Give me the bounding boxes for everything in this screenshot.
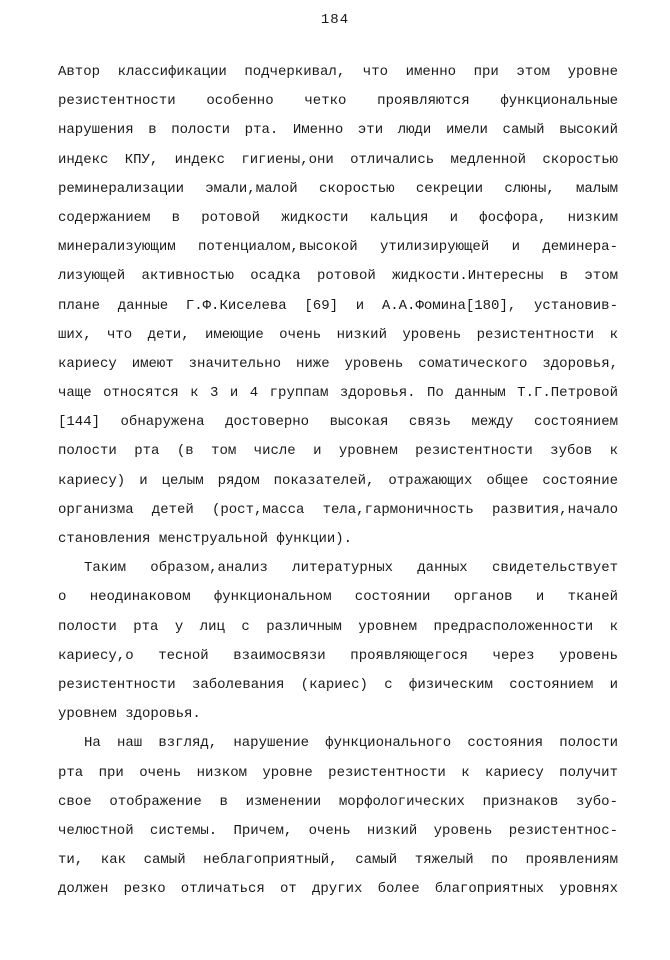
text-line: лизующей активностью осадка ротовой жидкости.Интересны в этом xyxy=(58,268,618,285)
text-line: нарушения в полости рта. Именно эти люди имели самый высокий xyxy=(58,122,618,139)
text-line: Таким образом,анализ литературных данных свидетельствует xyxy=(84,560,618,577)
text-line: уровнем здоровья. xyxy=(58,706,201,723)
text-line: полости рта у лиц с различным уровнем предрасположенности к xyxy=(58,618,618,635)
text-line: резистентности заболевания (кариес) с физическим состоянием и xyxy=(58,676,618,693)
text-line: организма детей (рост,масса тела,гармоничность развития,начало xyxy=(58,501,618,518)
text-line: рта при очень низком уровне резистентности к кариесу получит xyxy=(58,764,618,781)
text-line: Автор классификации подчеркивал, что именно при этом уровне xyxy=(58,64,618,80)
text-line: становления менструальной функции). xyxy=(58,531,353,547)
text-line: реминерализации эмали,малой скоростью секреции слюны, малым xyxy=(58,180,618,197)
text-line: кариесу,о тесной взаимосвязи проявляющегося через уровень xyxy=(58,647,618,664)
text-line: о неодинаковом функциональном состоянии органов и тканей xyxy=(58,589,618,606)
text-line: должен резко отличаться от других более благоприятных уровнях xyxy=(58,881,618,898)
body-text xyxy=(58,58,618,904)
text-line: плане данные Г.Ф.Киселева [69] и А.А.Фомина[180], установив- xyxy=(58,297,618,314)
text-line: кариесу имеют значительно ниже уровень соматического здоровья, xyxy=(58,355,618,372)
text-line: резистентности особенно четко проявляются функциональные xyxy=(58,93,618,110)
text-line: [144] обнаружена достоверно высокая связь между состоянием xyxy=(58,414,618,431)
text-line: На наш взгляд, нарушение функционального состояния полости xyxy=(84,735,618,752)
text-line: ших, что дети, имеющие очень низкий уровень резистентности к xyxy=(58,326,618,343)
text-line: содержанием в ротовой жидкости кальция и фосфора, низким xyxy=(58,209,618,226)
text-line: минерализующим потенциалом,высокой утилизирующей и деминера- xyxy=(58,239,618,256)
text-line: челюстной системы. Причем, очень низкий уровень резистентнос- xyxy=(58,822,618,839)
page-number: 184 xyxy=(320,12,350,28)
text-line: кариесу) и целым рядом показателей, отражающих общее состояние xyxy=(58,472,618,489)
text-line: чаще относятся к 3 и 4 группам здоровья. По данным Т.Г.Петровой xyxy=(58,385,618,402)
text-line: индекс КПУ, индекс гигиены,они отличались медленной скоростью xyxy=(58,151,618,168)
text-line: свое отображение в изменении морфологических признаков зубо- xyxy=(58,793,618,810)
text-line: полости рта (в том числе и уровнем резистентности зубов к xyxy=(58,443,618,460)
text-line: ти, как самый неблагоприятный, самый тяжелый по проявлениям xyxy=(58,852,618,869)
